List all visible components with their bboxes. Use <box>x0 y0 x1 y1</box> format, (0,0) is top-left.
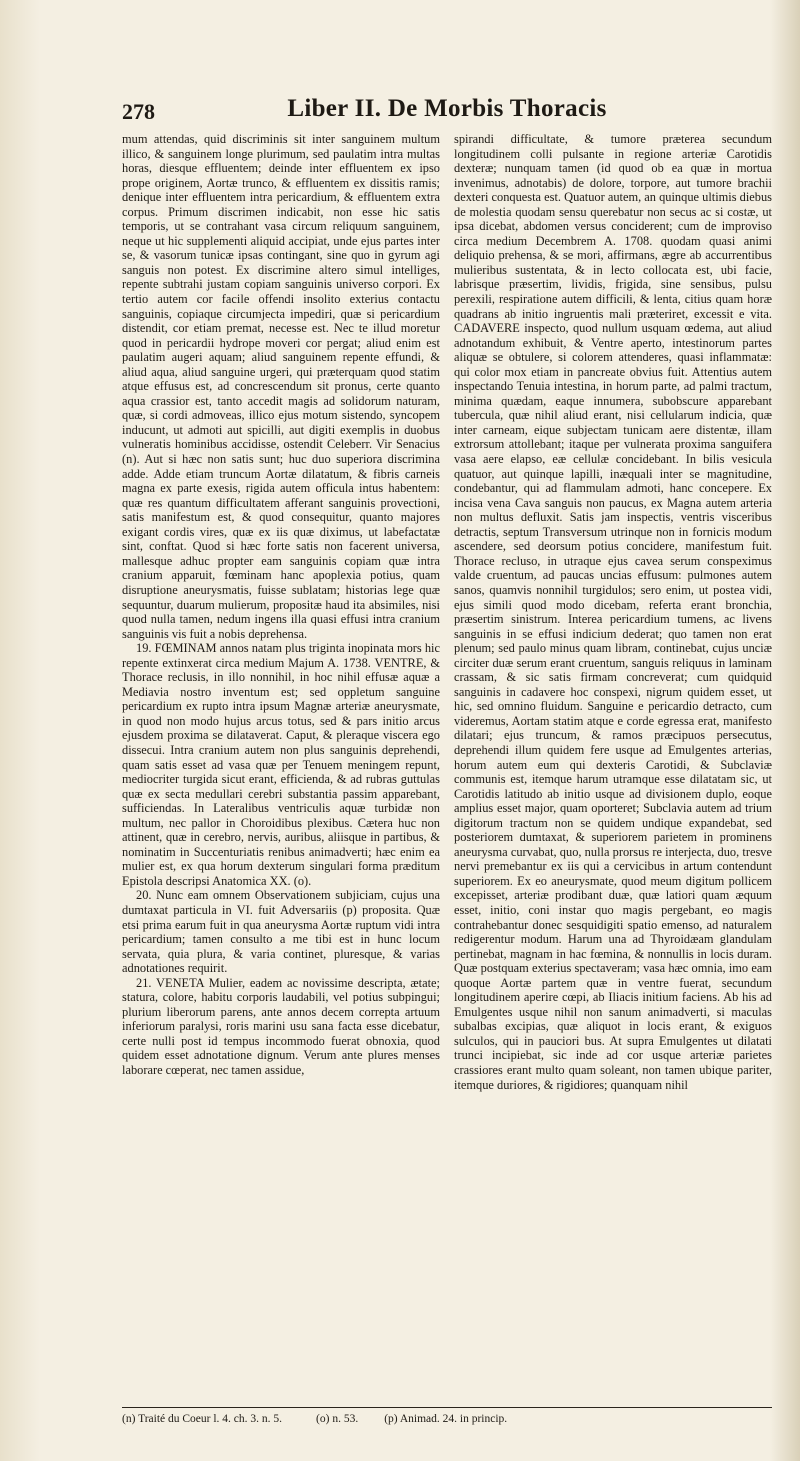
paragraph: 19. FŒMINAM annos natam plus triginta inopinata mors hic repente extinxerat circa medium Majum A. 1738. VENTRE, & Thorace reclusis, in illo nonnihil, in hoc nihil effusæ aquæ a Mediavia nostro inventum est; sed oppletum sanguine pericardium ex rupto intra ipsum Magnæ arteriæ aneurysmate, in quod non modo hujus arcus totus, sed & pars initio arcus ejusdem proxima se dilataverat. Caput, & pleraque viscera ego dissecui. Intra cranium autem non plus sanguinis deprehendi, quam satis esset ad vasa quæ per Tenuem meningem repunt, mediocriter turgida sicut erant, efficienda, & ad rubras guttulas quæ ex secta medullari cerebri substantia passim apparebant, sufficiendas. In Lateralibus ventriculis aquæ turbidæ non multum, nec pallor in Choroidibus plexibus. Cætera huc non attinent, quæ in cerebro, nervis, auribus, aliisque in partibus, & nominatim in Succenturiatis renibus animadverti; hæc enim ea mulier est, ex qua horum dexterum singulari forma præditum Epistola descripsi Anatomica XX. (o). <box>122 641 440 888</box>
left-column <box>122 132 440 1402</box>
paragraph: 20. Nunc eam omnem Observationem subjiciam, cujus una dumtaxat particula in VI. fuit Adversariis (p) proposita. Quæ etsi prima earum fuit in qua aneurysma Aortæ ruptum vidi intra pericardium; tamen consulto a me tibi est in hunc locum servata, quia plura, & varia continet, pluresque, & varias adnotationes requirit. <box>122 888 440 976</box>
footnotes <box>122 1413 772 1425</box>
running-title: Liber II. De Morbis Thoracis <box>287 95 607 122</box>
paragraph: 21. VENETA Mulier, eadem ac novissime descripta, ætate; statura, colore, habitu corporis laudabili, vel potius subpingui; plurium liberorum parens, ante annos decem correpta artuum inferiorum paralysi, roris marini usu sana facta esse dicebatur, certe nulli post id tempus incommodo fuerat obnoxia, quod quidem esset adnotatione dignum. Verum ante plures menses laborare cœperat, nec tamen assidue, <box>122 975 440 1077</box>
paragraph: mum attendas, quid discriminis sit inter sanguinem multum illico, & sanguinem longe plurimum, sed paulatim intra multas horas, diesque effluentem; deinde inter effluentem ex ipso prope originem, Aortæ trunco, & effluentem ex dissitis ramis; denique inter effluentem intra pericardium, & effluentem extra corpus. Primum discrimen indicabit, non esse hic satis temporis, ut se contrahant vasa circum reliquum sanguinem, neque ut hic supplementi aliquid accipiat, unde ejus partes inter se, & vasorum tunicæ ipsas contingant, sine quo in gyrum agi sanguis non potest. Ex discrimine altero simul intelliges, repente subtrahi justam copiam sanguinis universo corpori. Ex tertio autem cor facile offendi insolito exterius contactu sanguinis, copiaque circumjecta impediri, quæ si pericardium distendit, cor etiam premat, necesse est. Nec te illud moretur quod in pericardii hydrope moveri cor pergat; aliud enim est paulatim augeri aquam; aliud sanguinem repente effundi, & aliud aqua, aliud sanguine urgeri, qui præterquam quod statim atque effusus est, ad concrescendum sit pronus, certe quanto aqua crassior est, tanto accedit magis ad solidorum naturam, quæ, si cordi admoveas, illico ejus motum sistendo, syncopem inducunt, ut admoti aut spicilli, aut digiti exemplis in duobus vulneratis hominibus accidisse, ostendit Celeberr. Vir Senacius (n). Aut si hæc non satis sunt; huc duo superiora discrimina adde. Adde etiam truncum Aortæ dilatatum, & fibris carneis magna ex parte exesis, rigida autem officula intus habentem: quæ res quantum difficultatem afferant sanguinis provectioni, satis manifestum est, & quod consequitur, quanto majores exigant cordis vires, quæ ex iis quæ diximus, ut labefactatæ sint, conftat. Quod si hæc forte satis non facerent universa, mallesque adhuc propter eam sanguinis copiam quæ intra cranium apparuit, fœminam hanc apoplexia potius, quam disruptione aneurysmatis, fuisse sublatam; historias lege quæ sequuntur, duarum mulierum, propositæ haud ita absimiles, nisi quod nulla tamen, nedum ingens illa quasi effusi intra cranium sanguinis vis fuit a nobis deprehensa. <box>122 132 440 641</box>
footnote: (p) Animad. 24. in princip. <box>384 1413 508 1425</box>
footnote: (n) Traité du Coeur l. 4. ch. 3. n. 5. <box>122 1413 283 1425</box>
page-header <box>122 95 772 127</box>
paragraph: spirandi difficultate, & tumore præterea secundum longitudinem colli pulsante in regione arteriæ Carotidis dexteræ; nunquam tamen (id quod ob ea quæ in mortua invenimus, adnotabis) de dolore, torpore, aut tumore brachii dexteri conquesta est. Quatuor autem, an quinque ultimis diebus de molestia quodam sensu querebatur non secus ac si costæ, ut ipsa dicebat, abdomen versus conciderent; cum de improviso circa medium Decembrem A. 1708. quodam quasi animi deliquio prehensa, & se mori, affirmans, ægre ab accurrentibus mulieribus sustentata, & in lecto collocata est, ubi facie, labrisque præsertim, lividis, frigida, sine sensibus, pulsu perexili, respiratione autem difficili, & lenta, citius quam horæ quadrans ab initio ingruentis mali præteriret, excessit e vita. CADAVERE inspecto, quod nullum usquam œdema, aut aliud adnotandum exhibuit, & Ventre aperto, intestinorum partes aliquæ se obtulere, si colorem attenderes, quasi inflammatæ: qui color mox etiam in pancreate obvius fuit. Attentius autem inspectando Tenuia intestina, in horum parte, ad palmi tractum, minima quædam, eaque innumera, subobscure apparebant tubercula, quæ nihil aliud erant, nisi cellularum indicia, quæ inter carneam, eique subjectam tunicam aere distentæ, illam extrorsum attollebant; itaque per vulnerata proxima sanguifera vasa aere elapso, eæ cellulæ concidebant. In bilis vesicula quatuor, aut quinque lapilli, inæquali inter se magnitudine, condebantur, qui ad flammulam admoti, hanc concepere. Ex incisa vena Cava sanguis non paucus, ex Magna autem arteria non multus defluxit. Satis jam inspectis, ventris visceribus detractis, septum Transversum utrinque non in fornicis modum ascendere, sed deorsum potius concidere, manifestum fuit. Thorace recluso, in utraque ejus cavea serum conspeximus valde cruentum, ad paucas uncias effusum: pulmones autem sanos, quamvis nonnihil turgidulos; sero enim, ut postea vidi, ejus simili quod modo dicebam, referta erant bronchia, præsertim sinistrum. Interea pericardium tumens, ac livens sanguinis in se effusi indicium dederat; quo tamen non erat plenum; sed paulo minus quam libram, continebat, cujus unciæ circiter duæ serum erant cruentum, sanguis reliquus in laminam crassam, & sic satis firmam concreverat; cum quidquid sanguinis in cadavere hoc conspexi, nigrum quidem esset, ut hic, sed omnino fluidum. Sanguine e pericardio detracto, cum videremus, Aortam statim atque e corde egressa erat, manifesto dilatari; ejus truncum, & ramos præcipuos persecutus, deprehendi illum quidem fere usque ad Emulgentes arterias, horum autem eum qui dexteris Carotidi, & Subclaviæ communis est, itemque harum utramque esse dilatatam sic, ut Carotidis latitudo ab initio usque ad divisionem duplo, eoque amplius esset major, quam oporteret; Subclavia autem ad trium digitorum tractum non se quidem undique expandebat, sed posteriorem dumtaxat, & superiorem parietem in prominens aneurysma curvabat, quo, nulla prorsus re interjecta, duo, tresve nervi premebantur ex iis qui a cervicibus in artum contendunt superiorem. Ex eo aneurysmate, quod meum digitum pollicem excepisset, arteriæ prodibant duæ, quæ latiori quam æquum esset, initio, coni instar quo magis pergebant, eo magis contrahebantur donec sesquidigiti spatio emenso, ad naturalem redigerentur modum. Harum una ad Thyroidæam glandulam pertinebat, magnam in hac fœmina, & nonnullis in locis duram. Quæ postquam exterius spectaveram; vasa hæc omnia, imo eam quoque Aortæ partem quæ in ventre fuerat, secundum longitudinem aperire cœpi, ab Iliacis initium faciens. Ab his ad Emulgentes usque nihil non sanum animadverti, si maculas subalbas excipias, quæ aliquot in locis erant, & exiguos sulculos, qui in pauciori bus. At supra Emulgentes ut dilatati trunci incipiebat, sic inde ad cor usque arteriæ parietes crassiores erant multo quam soleant, non tamen ubique pariter, itemque duriores, & rigidiores; quanquam nihil <box>454 132 772 1092</box>
text-columns <box>122 132 772 1402</box>
right-column <box>454 132 772 1402</box>
page-number: 278 <box>122 99 155 124</box>
footnote: (o) n. 53. <box>316 1413 359 1425</box>
footnote-rule <box>122 1407 772 1408</box>
